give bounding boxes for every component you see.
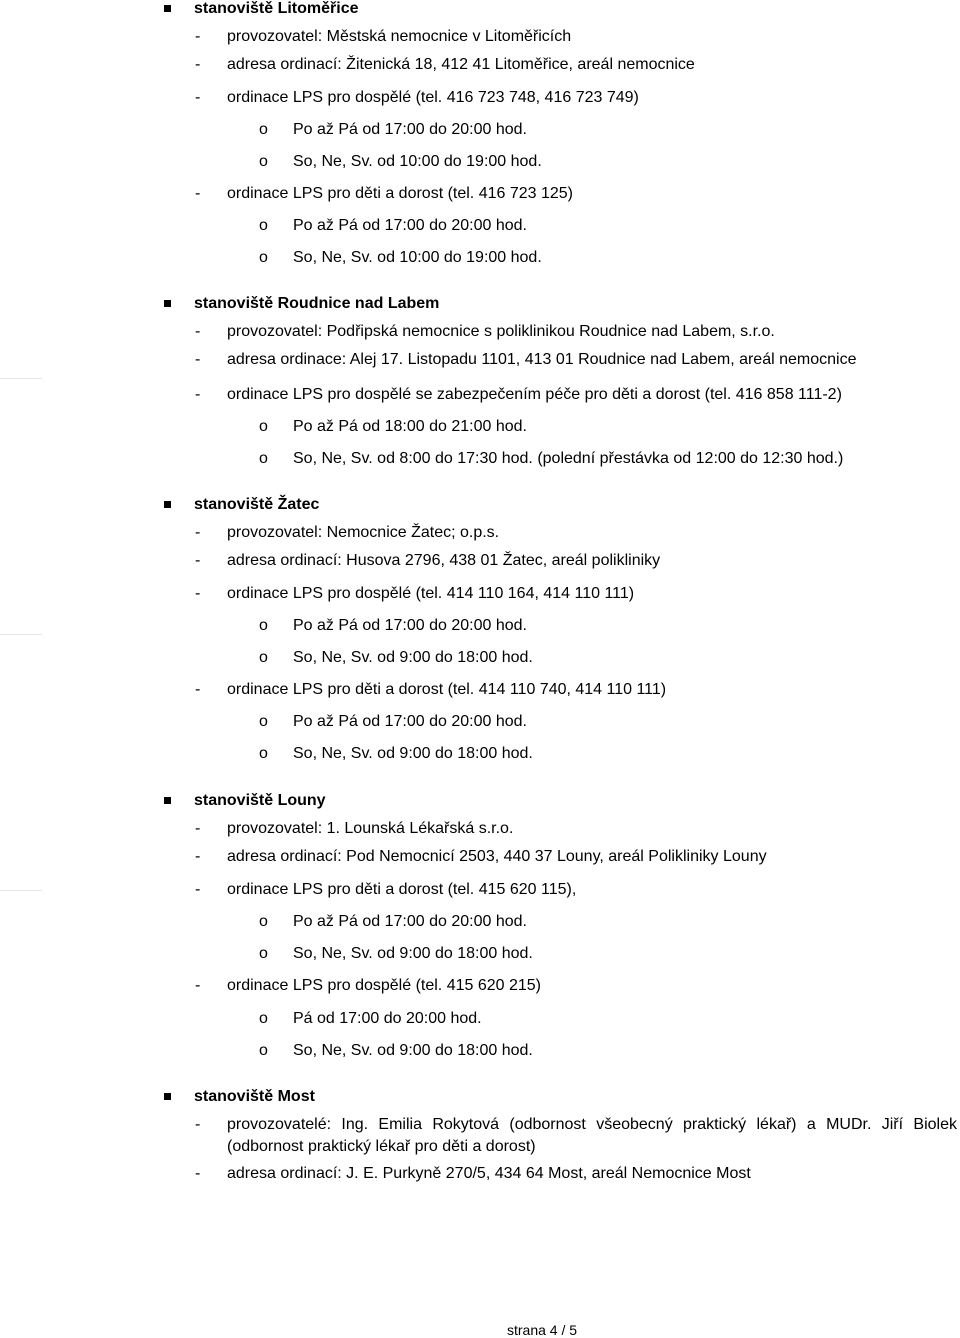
square-bullet-icon <box>164 300 171 307</box>
square-bullet-icon <box>164 797 171 804</box>
square-bullet-icon <box>164 501 171 508</box>
margin-mark <box>0 378 42 379</box>
square-bullet-icon <box>164 1093 171 1100</box>
page-number: strana 4 / 5 <box>507 1322 578 1338</box>
margin-mark <box>0 634 42 635</box>
margin-mark <box>0 890 42 891</box>
square-bullet-icon <box>164 5 171 12</box>
list-item: provozovatelé: Ing. Emilia Rokytová (odbornost všeobecný praktický lékař) a MUDr. Jiří Biolek (odbornost praktický lékař pro děti a dorost) <box>227 1116 957 1155</box>
